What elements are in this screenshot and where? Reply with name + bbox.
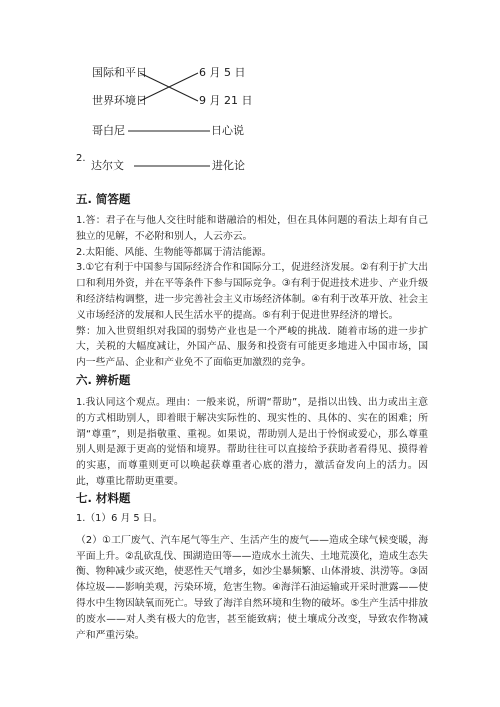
question-number: 2. <box>76 153 86 164</box>
material-answer-2: （2）①工厂废气、汽车尾气等生产、生活产生的废气——造成全球气候变暖，海平面上升。②乱砍乱伐、围湖造田等——造成水土流失、土地荒漠化，造成生态失衡、物种减少或灭绝，使恶性天气增多，如沙尘暴频繁、山体滑坡、洪涝等。③固体垃圾——影响美观，污染环境，危害生物。④海洋石油运输或开采时泄露——使得水中生物因缺氧而死亡。导致了海洋自然环境和生物的破坏。⑤生产生活中排放的废水——对人类有极大的危害，甚至能致病；使土壤成分改变，导致农作物减产和严重污染。 <box>76 534 428 641</box>
match-left-peace-day: 国际和平日 <box>92 66 147 79</box>
section5-body <box>76 213 428 371</box>
answer-3-drawbacks: 弊：加入世贸组织对我国的弱势产业也是一个严峻的挑战．随着市场的进一步扩大，关税的大幅度减让，外国产品、服务和投资有可能更多地进入中国市场，国内一些产品、企业和产业免不了面临更加激烈的竞争。 <box>76 325 428 369</box>
match-right-sep21: 9 月 21 日 <box>199 94 253 107</box>
section7-heading: 七. 材料题 <box>76 491 131 505</box>
match-right-jun5: 6 月 5 日 <box>199 66 246 79</box>
material-answer-1: 1.（1）6 月 5 日。 <box>76 513 163 524</box>
match-left-environment-day: 世界环境日 <box>92 94 147 107</box>
match-right-evolution: 进化论 <box>212 159 245 172</box>
match-left-darwin: 达尔文 <box>91 159 124 172</box>
section7-body <box>76 511 428 643</box>
answer-3: 3.①它有利于中国参与国际经济合作和国际分工，促进经济发展。②有利于扩大出口和利用外资，并在平等条件下参与国际竞争。③有利于促进技术进步、产业升级和经济结构调整，进一步完善社会主义市场经济体制。④有利于改革开放、社会主义市场经济的发展和人民生活水平的提高。⑤有利于促进世界经济的增长。 <box>76 262 428 321</box>
section6-body <box>76 395 428 490</box>
answer-2: 2.太阳能、风能、生物能等都属于清洁能源。 <box>76 246 272 258</box>
match-left-copernicus: 哥白尼 <box>92 124 125 137</box>
answer-1: 1.答：君子在与他人交往时能和谐融洽的相处，但在具体问题的看法上却有自己独立的见解，不必附和别人，人云亦云。 <box>76 215 428 242</box>
analysis-answer: 1.我认同这个观点。理由：一般来说，所谓“帮助”，是指以出钱、出力或出主意的方式相助别人，即着眼于解决实际性的、现实性的、具体的、实在的困难；所谓“尊重”，则是指敬重、重视。如果说，帮助别人是出于怜悯或爱心，那么尊重别人则是源于更高的觉悟和境界。帮助往往可以直接给予获助者看得见、摸得着的实惠，而尊重则更可以唤起获尊重者心底的潜力，激活奋发向上的活力。因此，尊重比帮助更重要。 <box>76 397 428 487</box>
section5-heading: 五. 简答题 <box>76 192 131 206</box>
match-right-heliocentric: 日心说 <box>211 124 244 137</box>
section6-heading: 六. 辨析题 <box>76 373 131 387</box>
